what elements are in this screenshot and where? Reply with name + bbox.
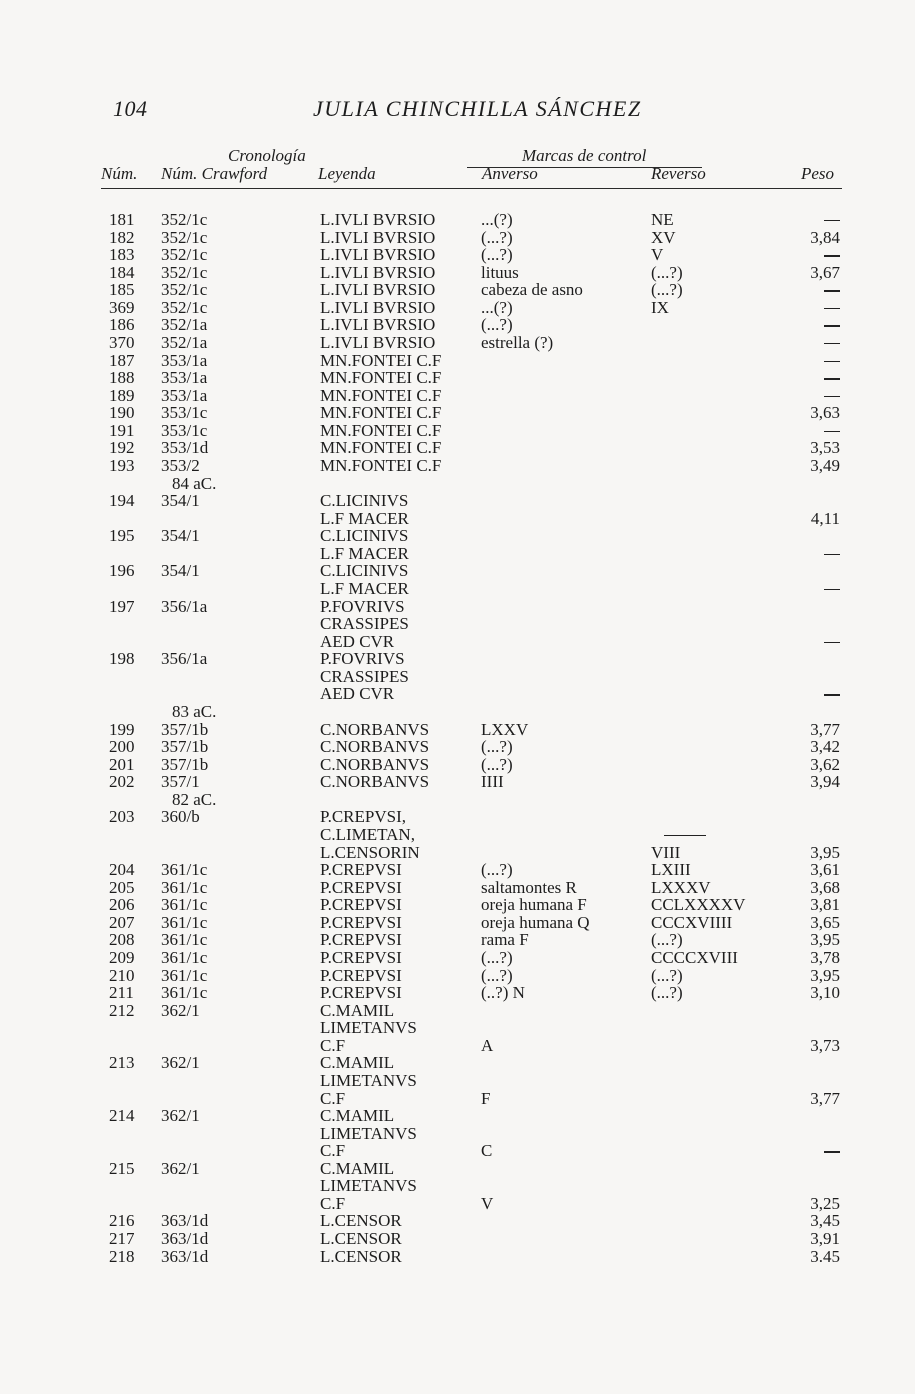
peso-cell: 3.45: [810, 1246, 840, 1266]
row-num: 203: [109, 807, 135, 827]
crawford-num: 361/1c: [161, 912, 208, 932]
peso-cell: 3,65: [810, 912, 840, 932]
row-num: 201: [109, 754, 135, 774]
anverso-cell: A: [481, 1035, 494, 1055]
column-header-num: Núm.: [101, 164, 138, 183]
date-label: 82 aC.: [172, 789, 217, 809]
reverso-cell: CCLXXXXV: [651, 895, 746, 915]
row-num: 182: [109, 227, 135, 247]
row-num: 194: [109, 491, 135, 511]
anverso-cell: (...?): [481, 227, 513, 247]
crawford-num: 353/1a: [161, 385, 208, 405]
anverso-cell: (...?): [481, 965, 513, 985]
leyenda-cell: L.CENSORIN: [320, 842, 420, 862]
peso-cell: 3,10: [810, 983, 840, 1003]
crawford-num: 353/1c: [161, 420, 208, 440]
column-group-cronologia: Cronología: [228, 146, 306, 165]
leyenda-cell: P.CREPVSI: [320, 877, 402, 897]
row-num: 183: [109, 245, 135, 265]
row-num: 208: [109, 930, 135, 950]
row-num: 198: [109, 649, 135, 669]
peso-cell: 3,45: [810, 1211, 840, 1231]
leyenda-cell: P.CREPVSI: [320, 947, 402, 967]
crawford-num: 353/1a: [161, 350, 208, 370]
leyenda-cell: C.NORBANVS: [320, 719, 430, 739]
crawford-num: 352/1a: [161, 332, 208, 352]
leyenda-cell: C.MAMIL: [320, 1000, 395, 1020]
leyenda-cell: P.CREPVSI: [320, 930, 402, 950]
leyenda-cell: LIMETANVS: [320, 1123, 417, 1143]
leyenda-cell: MN.FONTEI C.F: [320, 350, 442, 370]
anverso-cell: oreja humana F: [481, 895, 587, 915]
leyenda-cell: P.FOVRIVS: [320, 596, 405, 616]
peso-cell: 3,42: [810, 737, 840, 757]
row-num: 190: [109, 403, 135, 423]
crawford-num: 354/1: [161, 491, 200, 511]
peso-cell: 3,61: [810, 860, 840, 880]
leyenda-cell: C.NORBANVS: [320, 772, 430, 792]
peso-cell: 3,73: [810, 1035, 840, 1055]
crawford-num: 362/1: [161, 1106, 200, 1126]
crawford-num: 362/1: [161, 1000, 200, 1020]
peso-cell: 3,53: [810, 438, 840, 458]
leyenda-cell: MN.FONTEI C.F: [320, 385, 442, 405]
anverso-cell: (...?): [481, 754, 513, 774]
reverso-cell: LXIII: [651, 860, 691, 880]
peso-dash: [824, 396, 840, 397]
leyenda-cell: C.F: [320, 1141, 346, 1161]
row-num: 186: [109, 315, 135, 335]
peso-cell: 3,25: [810, 1193, 840, 1213]
reverso-cell: CCCXVIIII: [651, 912, 733, 932]
row-num: 181: [109, 210, 135, 229]
anverso-cell: rama F: [481, 930, 529, 950]
leyenda-cell: L.F MACER: [320, 578, 409, 598]
reverso-cell: (...?): [651, 262, 683, 282]
row-num: 202: [109, 772, 135, 792]
crawford-num: 356/1a: [161, 596, 208, 616]
peso-cell: 3,67: [810, 262, 840, 282]
row-num: 211: [109, 983, 134, 1003]
anverso-cell: V: [481, 1193, 494, 1213]
column-header-leyenda: Leyenda: [318, 164, 376, 183]
row-num: 210: [109, 965, 135, 985]
row-num: 217: [109, 1229, 135, 1249]
reverso-cell: V: [651, 245, 664, 265]
peso-dash: [824, 343, 840, 344]
crawford-num: 357/1b: [161, 754, 209, 774]
crawford-num: 362/1: [161, 1053, 200, 1073]
row-num: 213: [109, 1053, 135, 1073]
crawford-num: 353/1a: [161, 368, 208, 388]
leyenda-cell: P.CREPVSI,: [320, 807, 406, 827]
leyenda-cell: LIMETANVS: [320, 1176, 417, 1196]
peso-cell: 3,91: [810, 1229, 840, 1249]
leyenda-cell: LIMETANVS: [320, 1070, 417, 1090]
peso-dash: [824, 642, 840, 643]
row-num: 204: [109, 860, 135, 880]
date-label: 84 aC.: [172, 473, 217, 493]
leyenda-cell: L.F MACER: [320, 508, 409, 528]
crawford-num: 357/1b: [161, 737, 209, 757]
leyenda-cell: C.F: [320, 1088, 346, 1108]
peso-dash: [824, 589, 840, 590]
anverso-cell: (...?): [481, 245, 513, 265]
crawford-num: 361/1c: [161, 930, 208, 950]
crawford-num: 361/1c: [161, 983, 208, 1003]
reverso-cell: NE: [651, 210, 674, 229]
crawford-num: 361/1c: [161, 895, 208, 915]
peso-cell: 3,68: [810, 877, 840, 897]
leyenda-cell: C.F: [320, 1035, 346, 1055]
leyenda-cell: AED CVR: [320, 631, 395, 651]
anverso-cell: (..?) N: [481, 983, 525, 1003]
leyenda-cell: P.CREPVSI: [320, 860, 402, 880]
peso-dash: [824, 325, 840, 326]
crawford-num: 354/1: [161, 526, 200, 546]
crawford-num: 361/1c: [161, 965, 208, 985]
leyenda-cell: C.LICINIVS: [320, 561, 409, 581]
peso-cell: 3,95: [810, 965, 840, 985]
crawford-num: 352/1c: [161, 297, 208, 317]
crawford-num: 352/1c: [161, 280, 208, 300]
leyenda-cell: L.IVLI BVRSIO: [320, 210, 436, 229]
peso-cell: 3,78: [810, 947, 840, 967]
leyenda-cell: MN.FONTEI C.F: [320, 420, 442, 440]
crawford-num: 361/1c: [161, 860, 208, 880]
crawford-num: 361/1c: [161, 877, 208, 897]
row-num: 370: [109, 332, 135, 352]
running-title: JULIA CHINCHILLA SÁNCHEZ: [313, 96, 642, 121]
leyenda-cell: AED CVR: [320, 684, 395, 704]
crawford-num: 352/1c: [161, 210, 208, 229]
peso-dash: [824, 255, 840, 256]
reverso-cell: (...?): [651, 965, 683, 985]
leyenda-cell: P.FOVRIVS: [320, 649, 405, 669]
row-num: 185: [109, 280, 135, 300]
peso-cell: 3,95: [810, 930, 840, 950]
peso-dash: [824, 1151, 840, 1152]
reverso-cell: CCCCXVIII: [651, 947, 738, 967]
peso-cell: 3,84: [810, 227, 840, 247]
leyenda-cell: P.CREPVSI: [320, 895, 402, 915]
leyenda-cell: MN.FONTEI C.F: [320, 455, 442, 475]
column-header-num-crawford: Núm. Crawford: [161, 164, 268, 183]
peso-cell: 3,63: [810, 403, 840, 423]
peso-cell: 3,62: [810, 754, 840, 774]
row-num: 192: [109, 438, 135, 458]
crawford-num: 363/1d: [161, 1246, 209, 1266]
page-number: 104: [113, 96, 148, 121]
column-header-anverso: Anverso: [482, 164, 538, 183]
anverso-cell: saltamontes R: [481, 877, 577, 897]
column-header-peso: Peso: [801, 164, 835, 183]
anverso-cell: lituus: [481, 262, 519, 282]
date-label: 83 aC.: [172, 701, 217, 721]
anverso-cell: estrella (?): [481, 332, 554, 352]
leyenda-cell: C.LICINIVS: [320, 491, 409, 511]
leyenda-cell: C.MAMIL: [320, 1158, 395, 1178]
leyenda-cell: L.CENSOR: [320, 1211, 402, 1231]
anverso-cell: ...(?): [481, 297, 513, 317]
row-num: 200: [109, 737, 135, 757]
leyenda-cell: C.MAMIL: [320, 1053, 395, 1073]
leyenda-cell: CRASSIPES: [320, 614, 409, 634]
leyenda-cell: L.IVLI BVRSIO: [320, 280, 436, 300]
row-num: 199: [109, 719, 135, 739]
crawford-num: 352/1c: [161, 262, 208, 282]
peso-cell: 3,77: [810, 1088, 840, 1108]
row-num: 193: [109, 455, 135, 475]
leyenda-cell: LIMETANVS: [320, 1018, 417, 1038]
peso-dash: [824, 378, 840, 379]
peso-cell: 3,95: [810, 842, 840, 862]
leyenda-cell: P.CREPVSI: [320, 983, 402, 1003]
row-num: 206: [109, 895, 135, 915]
row-num: 189: [109, 385, 135, 405]
reverso-cell: VIII: [651, 842, 681, 862]
leyenda-cell: CRASSIPES: [320, 666, 409, 686]
reverso-cell: (...?): [651, 983, 683, 1003]
peso-dash: [824, 431, 840, 432]
row-num: 218: [109, 1246, 135, 1266]
anverso-cell: (...?): [481, 315, 513, 335]
crawford-num: 352/1c: [161, 245, 208, 265]
peso-cell: 3,49: [810, 455, 840, 475]
leyenda-cell: L.IVLI BVRSIO: [320, 297, 436, 317]
leyenda-cell: L.IVLI BVRSIO: [320, 332, 436, 352]
crawford-num: 357/1: [161, 772, 200, 792]
row-num: 215: [109, 1158, 135, 1178]
peso-cell: 3,81: [810, 895, 840, 915]
peso-dash: [824, 308, 840, 309]
leyenda-cell: L.IVLI BVRSIO: [320, 315, 436, 335]
peso-dash: [824, 220, 840, 221]
crawford-num: 354/1: [161, 561, 200, 581]
column-header-reverso: Reverso: [651, 164, 706, 183]
crawford-num: 363/1d: [161, 1229, 209, 1249]
leyenda-cell: C.NORBANVS: [320, 754, 430, 774]
leyenda-cell: MN.FONTEI C.F: [320, 438, 442, 458]
anverso-cell: oreja humana Q: [481, 912, 590, 932]
crawford-num: 353/2: [161, 455, 200, 475]
anverso-cell: cabeza de asno: [481, 280, 583, 300]
crawford-num: 353/1c: [161, 403, 208, 423]
leyenda-cell: C.MAMIL: [320, 1106, 395, 1126]
row-num: 196: [109, 561, 135, 581]
row-num: 216: [109, 1211, 135, 1231]
leyenda-cell: L.IVLI BVRSIO: [320, 227, 436, 247]
leyenda-cell: P.CREPVSI: [320, 965, 402, 985]
row-num: 187: [109, 350, 135, 370]
leyenda-cell: L.IVLI BVRSIO: [320, 262, 436, 282]
reverso-dash: [664, 835, 706, 836]
crawford-num: 352/1a: [161, 315, 208, 335]
anverso-cell: (...?): [481, 860, 513, 880]
crawford-num: 360/b: [161, 807, 200, 827]
row-num: 209: [109, 947, 135, 967]
leyenda-cell: P.CREPVSI: [320, 912, 402, 932]
leyenda-cell: C.F: [320, 1193, 346, 1213]
anverso-cell: C: [481, 1141, 493, 1161]
row-num: 369: [109, 297, 135, 317]
leyenda-cell: L.CENSOR: [320, 1229, 402, 1249]
crawford-num: 356/1a: [161, 649, 208, 669]
leyenda-cell: C.NORBANVS: [320, 737, 430, 757]
row-num: 184: [109, 262, 135, 282]
leyenda-cell: L.F MACER: [320, 543, 409, 563]
crawford-num: 353/1d: [161, 438, 209, 458]
anverso-cell: F: [481, 1088, 491, 1108]
peso-dash: [824, 361, 840, 362]
peso-dash: [824, 554, 840, 555]
row-num: 195: [109, 526, 135, 546]
leyenda-cell: L.CENSOR: [320, 1246, 402, 1266]
anverso-cell: ...(?): [481, 210, 513, 229]
peso-cell: 4,11: [810, 508, 840, 528]
row-num: 188: [109, 368, 135, 388]
leyenda-cell: MN.FONTEI C.F: [320, 403, 442, 423]
leyenda-cell: L.IVLI BVRSIO: [320, 245, 436, 265]
peso-cell: 3,77: [810, 719, 840, 739]
anverso-cell: LXXV: [481, 719, 529, 739]
leyenda-cell: C.LIMETAN,: [320, 824, 415, 844]
anverso-cell: (...?): [481, 947, 513, 967]
crawford-num: 352/1c: [161, 227, 208, 247]
crawford-num: 362/1: [161, 1158, 200, 1178]
peso-dash: [824, 290, 840, 291]
leyenda-cell: MN.FONTEI C.F: [320, 368, 442, 388]
reverso-cell: (...?): [651, 930, 683, 950]
row-num: 212: [109, 1000, 135, 1020]
leyenda-cell: C.LICINIVS: [320, 526, 409, 546]
row-num: 214: [109, 1106, 135, 1126]
anverso-cell: IIII: [481, 772, 504, 792]
peso-dash: [824, 694, 840, 695]
column-group-marcas: Marcas de control: [522, 146, 647, 165]
peso-cell: 3,94: [810, 772, 840, 792]
anverso-cell: (...?): [481, 737, 513, 757]
row-num: 207: [109, 912, 135, 932]
row-num: 205: [109, 877, 135, 897]
crawford-num: 361/1c: [161, 947, 208, 967]
crawford-num: 357/1b: [161, 719, 209, 739]
reverso-cell: (...?): [651, 280, 683, 300]
reverso-cell: IX: [651, 297, 669, 317]
reverso-cell: XV: [651, 227, 676, 247]
row-num: 191: [109, 420, 135, 440]
crawford-num: 363/1d: [161, 1211, 209, 1231]
reverso-cell: LXXXV: [651, 877, 711, 897]
row-num: 197: [109, 596, 135, 616]
